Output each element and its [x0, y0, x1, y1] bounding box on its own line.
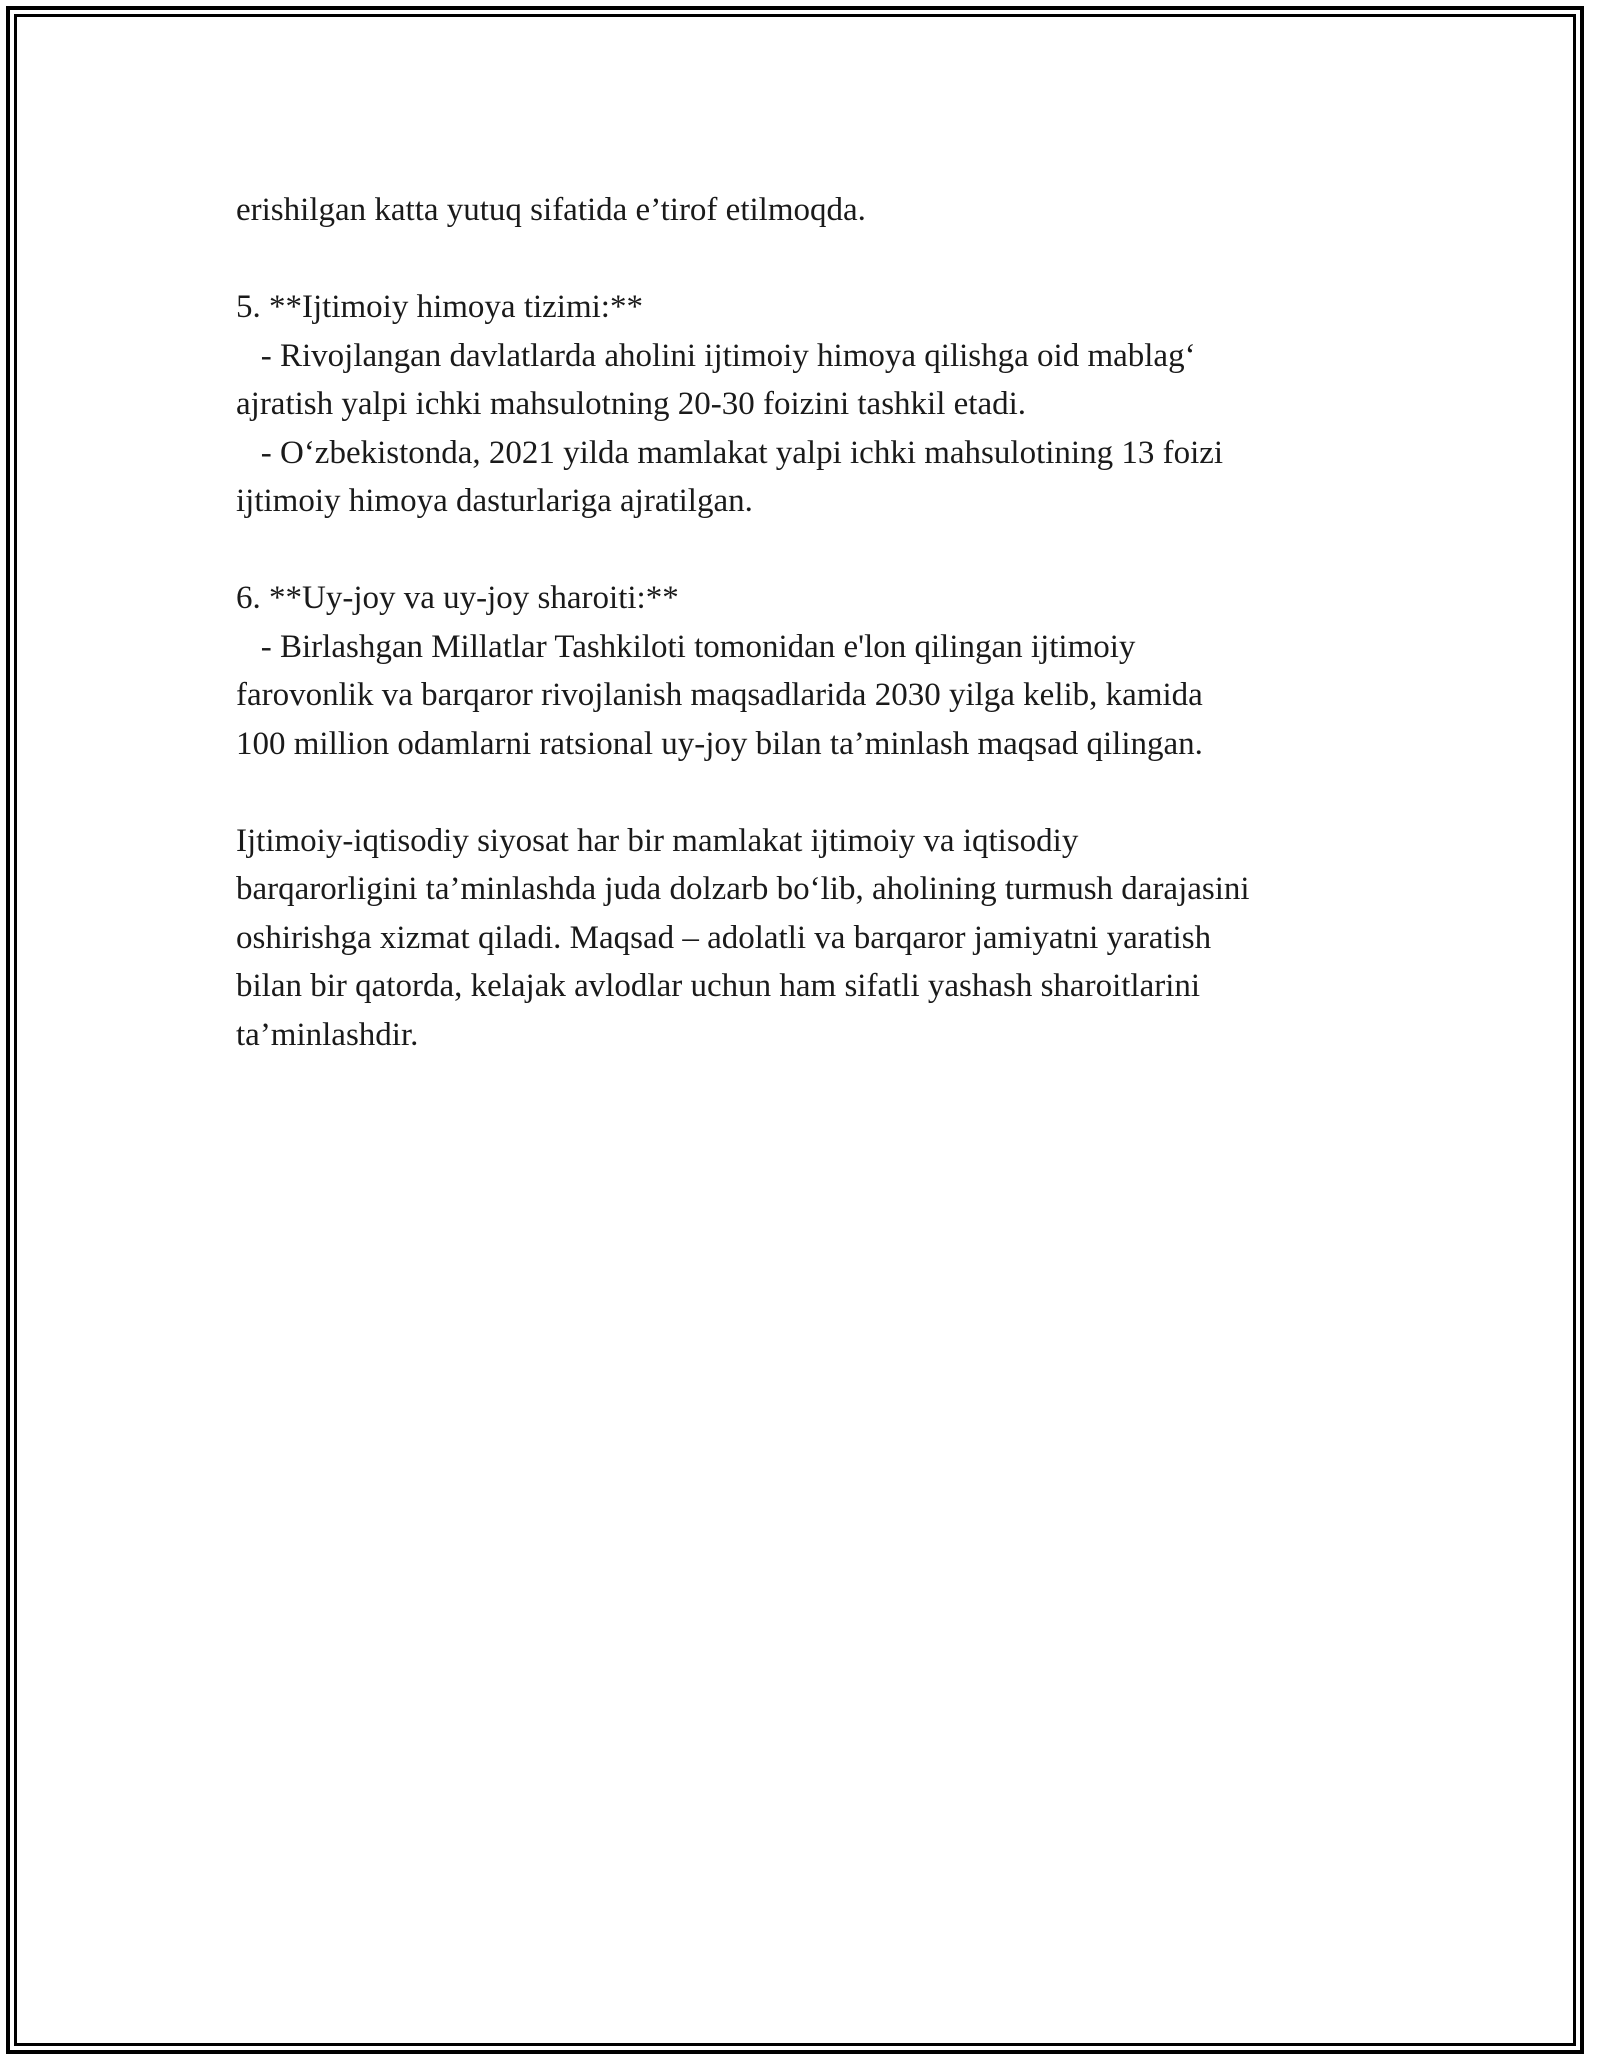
conclusion-paragraph [236, 817, 1416, 1060]
section-heading: 5. **Ijtimoiy himoya tizimi:** [236, 289, 643, 325]
paragraph-gap [236, 768, 1416, 817]
document-body [236, 186, 1416, 1059]
text-line: bilan bir qatorda, kelajak avlodlar uchun ham sifatli yashash sharoitlarini [236, 968, 1201, 1004]
text-line: - O‘zbekistonda, 2021 yilda mamlakat yalpi ichki mahsulotining 13 foizi [236, 434, 1224, 471]
text-line: Ijtimoiy-iqtisodiy siyosat har bir mamlakat ijtimoiy va iqtisodiy [236, 822, 1079, 859]
section-5-social-protection [236, 283, 1416, 526]
text-line: farovonlik va barqaror rivojlanish maqsadlarida 2030 yilga kelib, kamida [236, 677, 1203, 713]
text-line: ta’minlashdir. [236, 1016, 419, 1053]
paragraph-gap [236, 526, 1416, 575]
text-line: ajratish yalpi ichki mahsulotning 20-30 foizini tashkil etadi. [236, 386, 1027, 422]
text-line: - Birlashgan Millatlar Tashkiloti tomonidan e'lon qilingan ijtimoiy [236, 628, 1136, 665]
section-heading: 6. **Uy-joy va uy-joy sharoiti:** [236, 580, 679, 616]
text-line: 100 million odamlarni ratsional uy-joy bilan ta’minlash maqsad qilingan. [236, 725, 1203, 762]
paragraph-gap [236, 235, 1416, 284]
text-line: - Rivojlangan davlatlarda aholini ijtimoiy himoya qilishga oid mablag‘ [236, 337, 1196, 374]
text-line: erishilgan katta yutuq sifatida e’tirof etilmoqda. [236, 192, 866, 228]
section-6-housing [236, 574, 1416, 768]
text-line: oshirishga xizmat qiladi. Maqsad – adolatli va barqaror jamiyatni yaratish [236, 919, 1212, 956]
text-line: ijtimoiy himoya dasturlariga ajratilgan. [236, 483, 753, 519]
intro-paragraph [236, 186, 1416, 235]
text-line: barqarorligini ta’minlashda juda dolzarb bo‘lib, aholining turmush darajasini [236, 871, 1250, 907]
